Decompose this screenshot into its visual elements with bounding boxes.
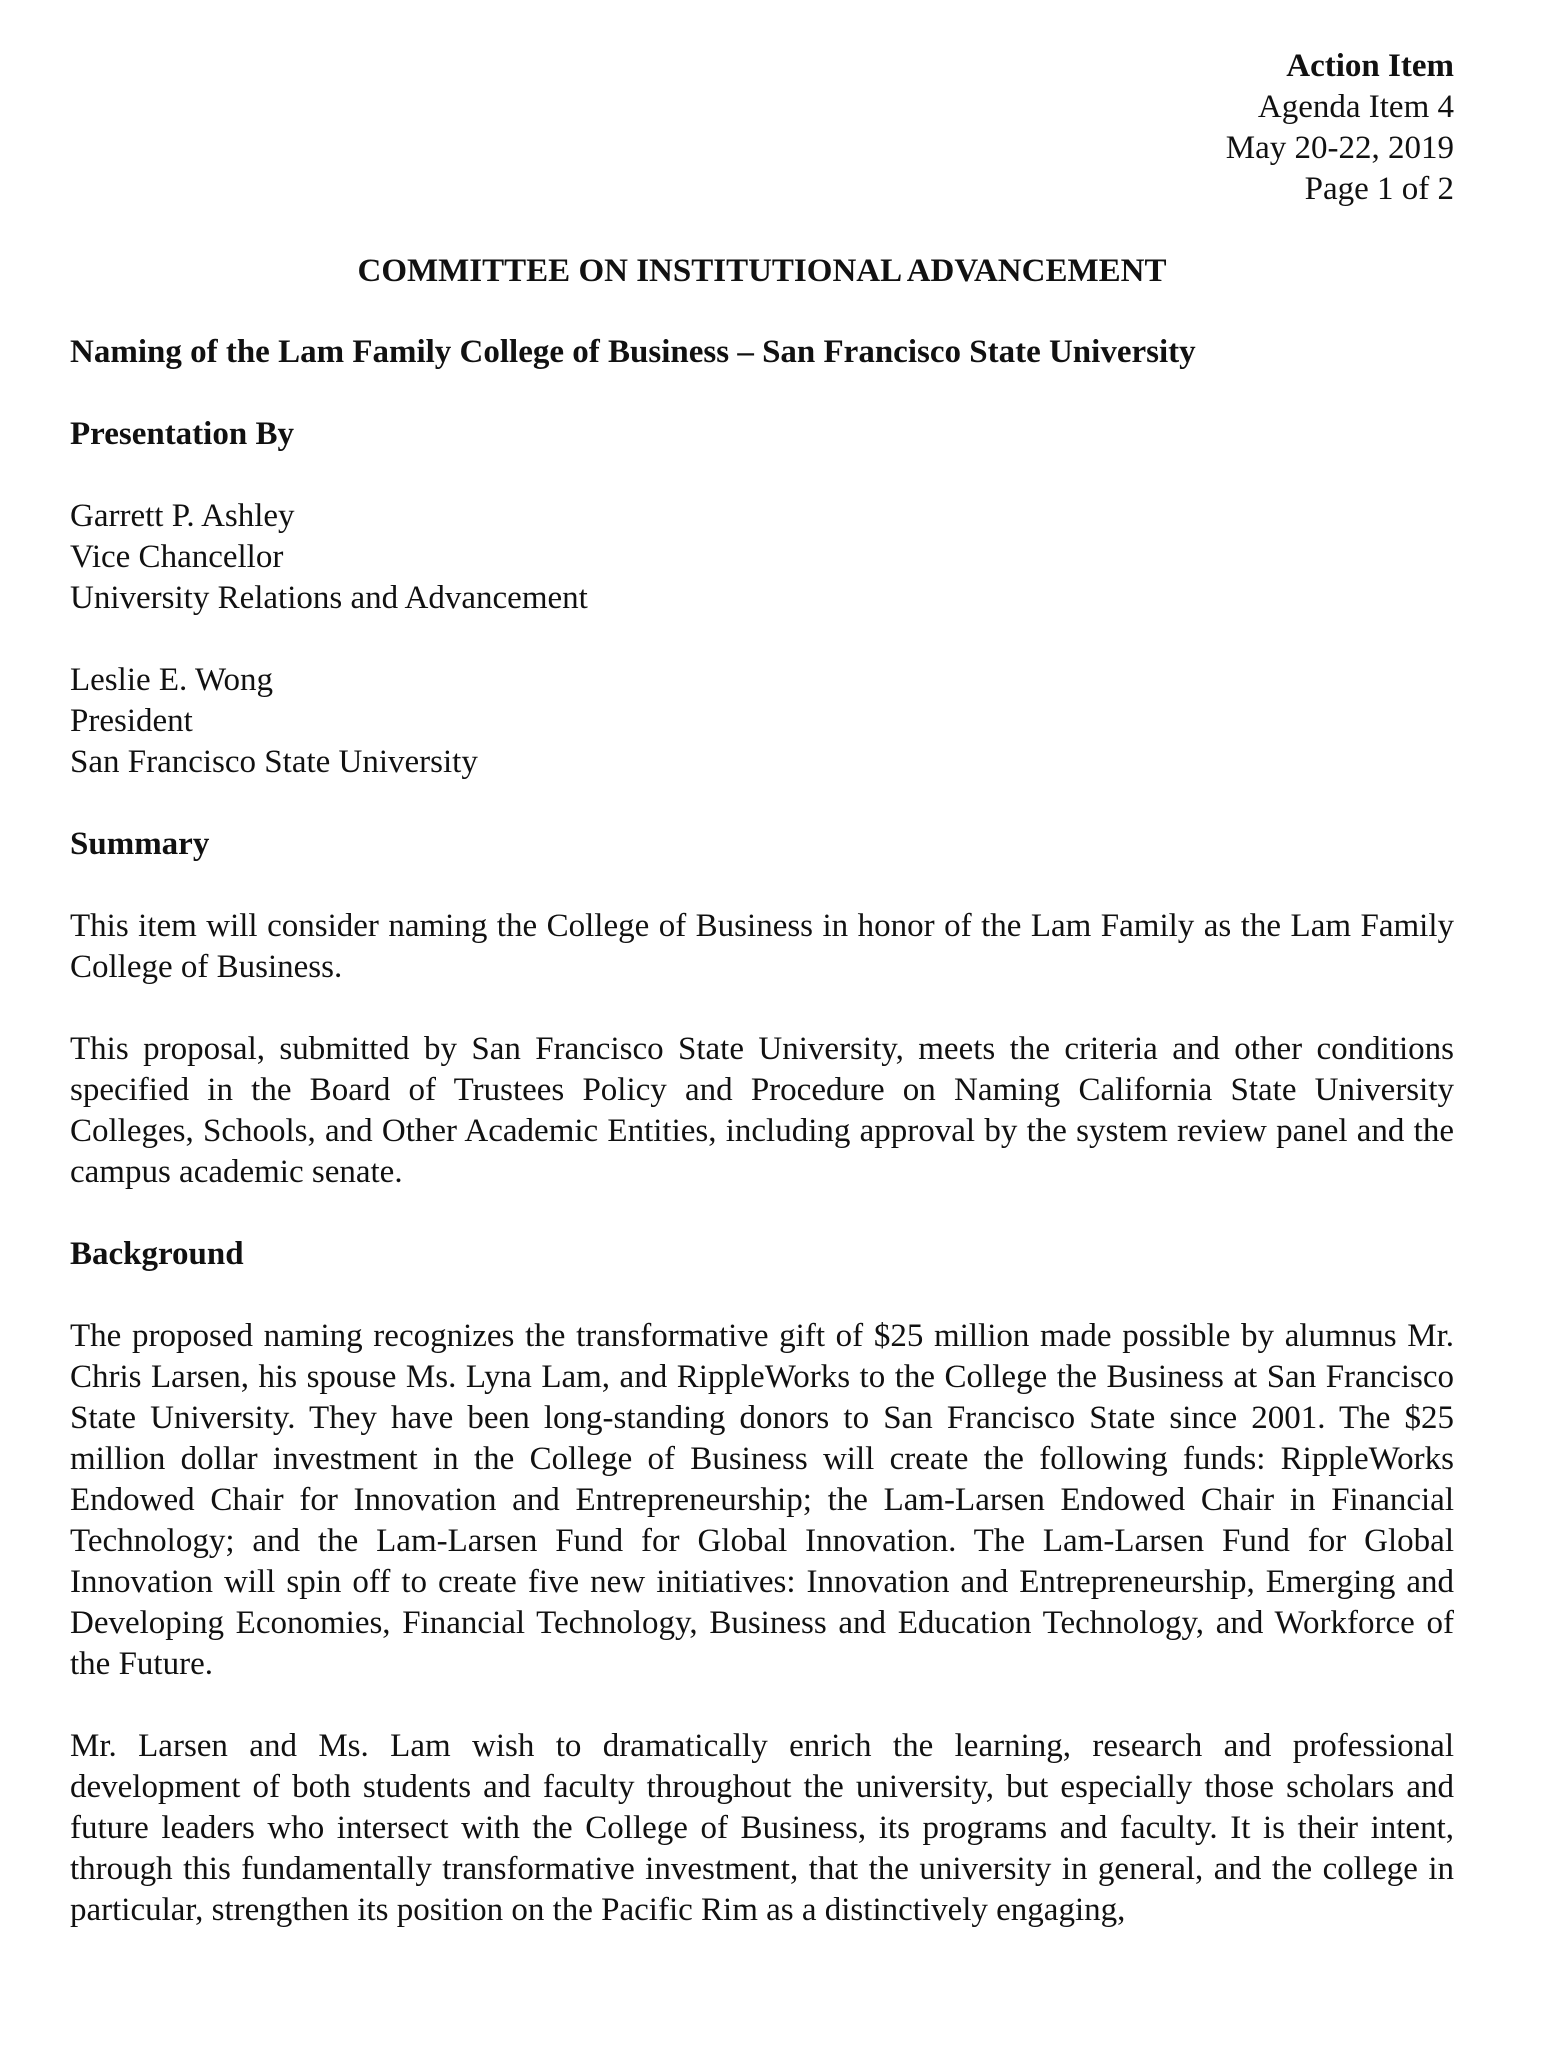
presenter-2 (70, 660, 1454, 783)
presenter-org: San Francisco State University (70, 744, 478, 780)
presenter-1 (70, 496, 1454, 619)
summary-paragraph: This item will consider naming the College of Business in honor of the Lam Family as the Lam Family College of Business. (70, 908, 1454, 985)
presenter-title: President (70, 703, 193, 739)
background-heading: Background (70, 1236, 244, 1272)
presenter-org: University Relations and Advancement (70, 580, 588, 616)
item-type: Action Item (1286, 48, 1454, 84)
presenter-title: Vice Chancellor (70, 539, 284, 575)
agenda-item: Agenda Item 4 (1257, 89, 1454, 125)
document-page (70, 46, 1454, 1931)
committee-name: COMMITTEE ON INSTITUTIONAL ADVANCEMENT (357, 253, 1167, 289)
document-header (70, 46, 1454, 210)
background-paragraph: Mr. Larsen and Ms. Lam wish to dramatically enrich the learning, research and professional development of both students and faculty throughout the university, but especially those scholars and future leaders who intersect with the College of Business, its programs and faculty. It is their intent, through this fundamentally transformative investment, that the university in general, and the college in particular, strengthen its position on the Pacific Rim as a distinctively engaging, (70, 1728, 1454, 1928)
presentation-heading: Presentation By (70, 416, 294, 452)
item-title: Naming of the Lam Family College of Business – San Francisco State University (70, 334, 1196, 370)
summary-paragraph: This proposal, submitted by San Francisco State University, meets the criteria and other conditions specified in the Board of Trustees Policy and Procedure on Naming California State University Colleges, Schools, and Other Academic Entities, including approval by the system review panel and the campus academic senate. (70, 1031, 1454, 1190)
presenter-name: Leslie E. Wong (70, 662, 273, 698)
page-number: Page 1 of 2 (1304, 171, 1454, 207)
presenter-name: Garrett P. Ashley (70, 498, 295, 534)
meeting-date: May 20-22, 2019 (1225, 130, 1454, 166)
background-paragraph: The proposed naming recognizes the transformative gift of $25 million made possible by alumnus Mr. Chris Larsen, his spouse Ms. Lyna Lam, and RippleWorks to the College the Business at San Francisco State University. They have been long-standing donors to San Francisco State since 2001. The $25 million dollar investment in the College of Business will create the following funds: RippleWorks Endowed Chair for Innovation and Entrepreneurship; the Lam-Larsen Endowed Chair in Financial Technology; and the Lam-Larsen Fund for Global Innovation. The Lam-Larsen Fund for Global Innovation will spin off to create five new initiatives: Innovation and Entrepreneurship, Emerging and Developing Economies, Financial Technology, Business and Education Technology, and Workforce of the Future. (70, 1318, 1454, 1682)
summary-heading: Summary (70, 826, 210, 862)
